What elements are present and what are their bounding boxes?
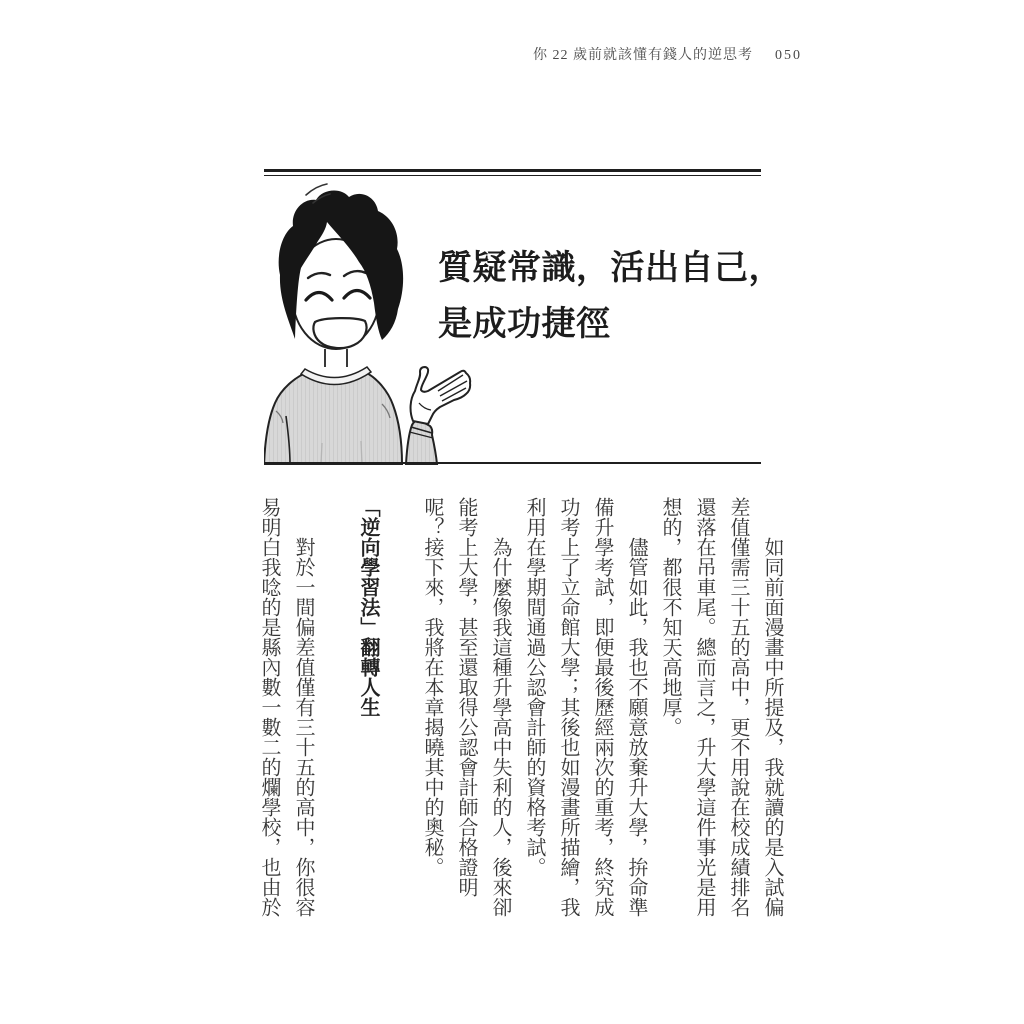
sweater <box>264 372 402 464</box>
neck <box>325 347 347 371</box>
paragraph-3: 為什麼像我這種升學高中失利的人，後來卻能考上大學，甚至還取得公認會計師合格證明呢？接下來，我將在本章揭曉其中的奧秘。 <box>421 497 511 917</box>
page-number: 050 <box>775 48 802 63</box>
section-subheading: 「逆向學習法」翻轉人生 <box>357 497 379 717</box>
chapter-title-line1: 質疑常識，活出自己， <box>438 250 783 287</box>
paragraph-4: 對於一間偏差值僅有三十五的高中，你很容易明白我唸的是縣內數一數二的爛學校，也由於 <box>258 497 314 917</box>
running-header <box>533 44 802 64</box>
chapter-title-line2: 是成功捷徑 <box>438 306 611 343</box>
paragraph-1: 如同前面漫畫中所提及，我就讀的是入試偏差值僅需三十五的高中，更不用說在校成績排名還落在吊車尾。總而言之，升大學這件事光是用想的，都很不知天高地厚。 <box>659 497 783 917</box>
open-smile-mouth <box>313 318 366 348</box>
presenting-hand <box>411 367 471 424</box>
running-header-title: 你 22 歲前就該懂有錢人的逆思考 <box>533 48 753 63</box>
chapter-title <box>438 241 783 353</box>
paragraph-2: 儘管如此，我也不願意放棄升大學，拚命準備升學考試，即便最後歷經兩次的重考，終究成功考上了立命館大學；其後也如漫畫所描繪，我利用在學期間通過公認會計師的資格考試。 <box>523 497 647 917</box>
body-text <box>229 497 789 919</box>
panel-bottom-rule <box>264 462 761 464</box>
sleeve-raised-arm <box>406 421 437 465</box>
